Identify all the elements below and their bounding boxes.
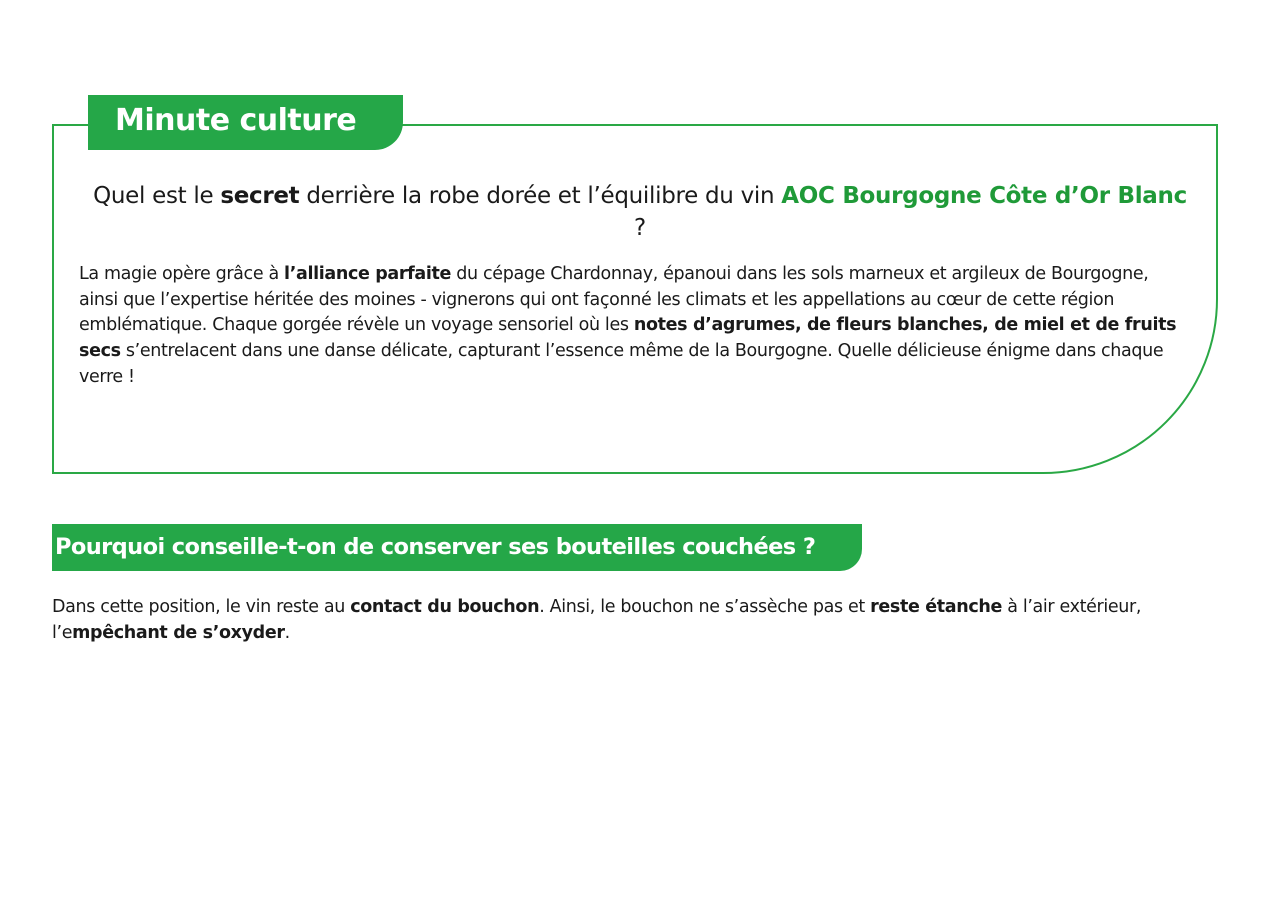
- conservation-text-1: Dans cette position, le vin reste au: [52, 597, 351, 617]
- culture-text-1: La magie opère grâce à: [79, 264, 285, 284]
- culture-bold-2: notes d’agrumes, de fleurs blanches, de miel et de fruits secs: [79, 315, 1177, 362]
- conservation-paragraph: [52, 594, 1152, 646]
- conservation-text-3: à l’air extérieur, l’e: [52, 597, 1142, 643]
- question-wine-name: AOC Bourgogne Côte d’Or Blanc: [781, 183, 1187, 209]
- conservation-bold-1: contact du bouchon: [350, 597, 540, 617]
- conservation-text-4: .: [284, 623, 290, 643]
- culture-text-3: s’entrelacent dans une danse délicate, capturant l’essence même de la Bourgogne. Quelle délicieuse énigme dans chaque verre !: [79, 341, 1164, 387]
- question-part-2: derrière la robe dorée et l’équilibre du vin: [299, 183, 782, 209]
- conservation-bold-3: mpêchant de s’oxyder: [72, 623, 285, 643]
- culture-bold-1: l’alliance parfaite: [284, 264, 452, 284]
- conservation-bold-2: reste étanche: [870, 597, 1003, 617]
- question-part-3: ?: [634, 215, 646, 241]
- conservation-title-banner: Pourquoi conseille-t-on de conserver ses bouteilles couchées ?: [52, 524, 862, 571]
- conservation-text-2: . Ainsi, le bouchon ne s’assèche pas et: [539, 597, 871, 617]
- question-bold-secret: secret: [220, 183, 300, 209]
- culture-question: [90, 180, 1190, 244]
- culture-text-2: du cépage Chardonnay, épanoui dans les sols marneux et argileux de Bourgogne, ainsi que l’expertise héritée des moines - vignerons qui ont façonné les climats et les appellations au cœur de cette région emblématique. Chaque gorgée révèle un voyage sensoriel où les: [79, 264, 1149, 336]
- question-part-1: Quel est le: [93, 183, 221, 209]
- culture-paragraph: [79, 262, 1184, 391]
- culture-tab-title: Minute culture: [88, 95, 403, 150]
